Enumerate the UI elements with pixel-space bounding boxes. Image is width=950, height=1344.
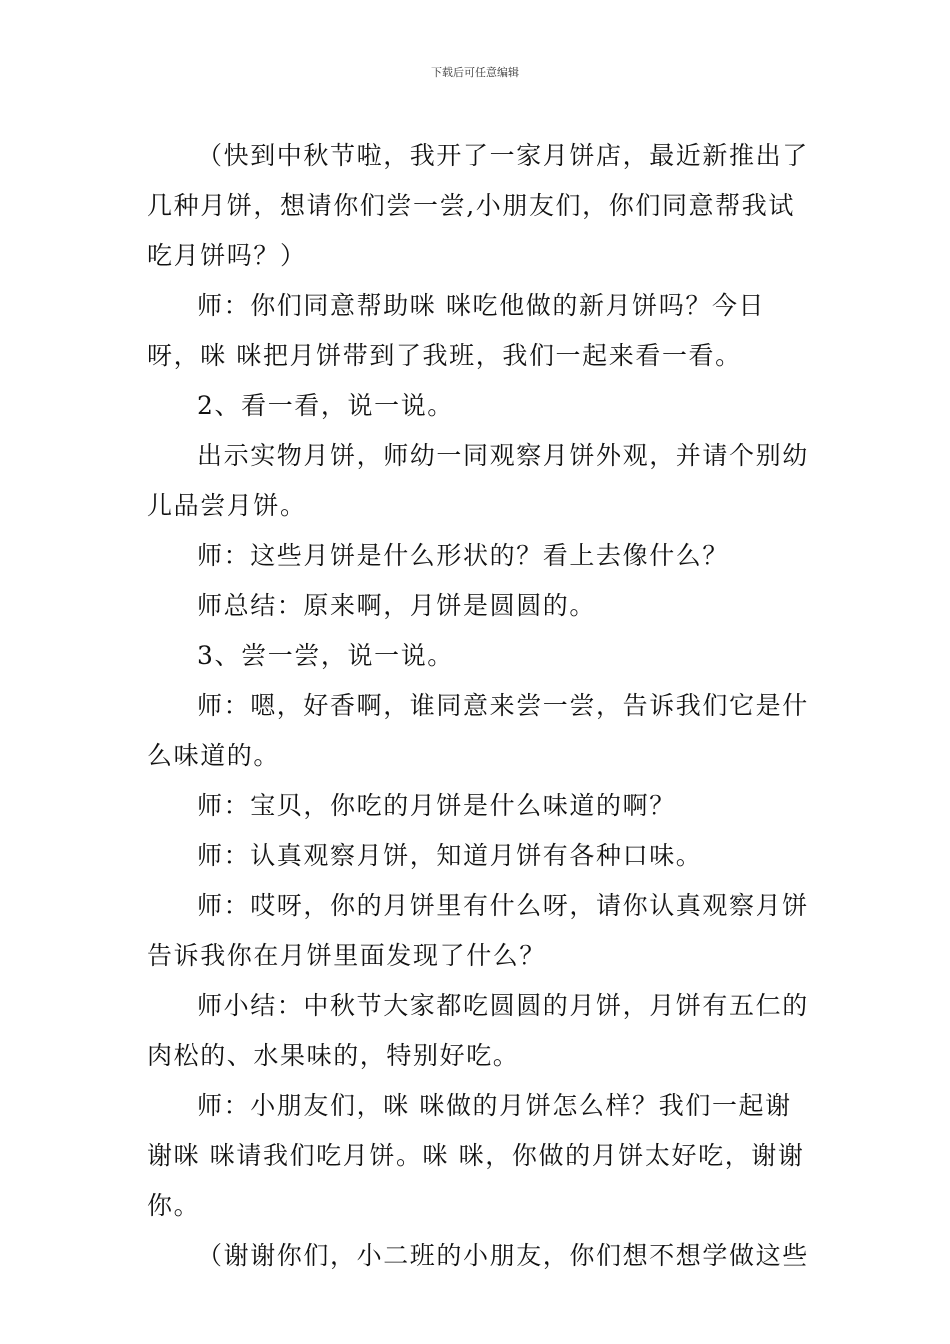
paragraph: 2、看一看，说一说。 — [197, 391, 454, 420]
paragraph: 师：这些月饼是什么形状的？看上去像什么？ — [197, 541, 730, 570]
paragraph: 师：宝贝，你吃的月饼是什么味道的啊？ — [197, 791, 676, 820]
paragraph: 师：你们同意帮助咪 咪吃他做的新月饼吗？今日呀，咪 咪把月饼带到了我班，我们一起来看一看。 — [147, 291, 766, 370]
paragraph: 3、尝一尝，说一说。 — [197, 641, 454, 670]
paragraph: （快到中秋节啦，我开了一家月饼店，最近新推出了几种月饼，想请你们尝一尝,小朋友们，你们同意帮我试吃月饼吗？） — [147, 141, 809, 270]
paragraph: 师小结：中秋节大家都吃圆圆的月饼，月饼有五仁的肉松的、水果味的，特别好吃。 — [147, 991, 809, 1070]
paragraph: 师：小朋友们，咪 咪做的月饼怎么样？我们一起谢谢咪 咪请我们吃月饼。咪 咪，你做的月饼太好吃，谢谢你。 — [147, 1091, 805, 1220]
paragraph: 师：嗯，好香啊，谁同意来尝一尝，告诉我们它是什么味道的。 — [147, 691, 809, 770]
paragraph: （谢谢你们，小二班的小朋友，你们想不想学做这些 — [197, 1241, 809, 1270]
paragraph: 师：哎呀，你的月饼里有什么呀，请你认真观察月饼告诉我你在月饼里面发现了什么？ — [147, 891, 809, 970]
page-header: 下载后可任意编辑 — [431, 66, 519, 79]
paragraph: 师：认真观察月饼，知道月饼有各种口味。 — [197, 841, 703, 870]
paragraph: 出示实物月饼，师幼一同观察月饼外观，并请个别幼儿品尝月饼。 — [147, 441, 809, 520]
paragraph: 师总结：原来啊，月饼是圆圆的。 — [197, 591, 597, 620]
document-body — [147, 131, 810, 1281]
